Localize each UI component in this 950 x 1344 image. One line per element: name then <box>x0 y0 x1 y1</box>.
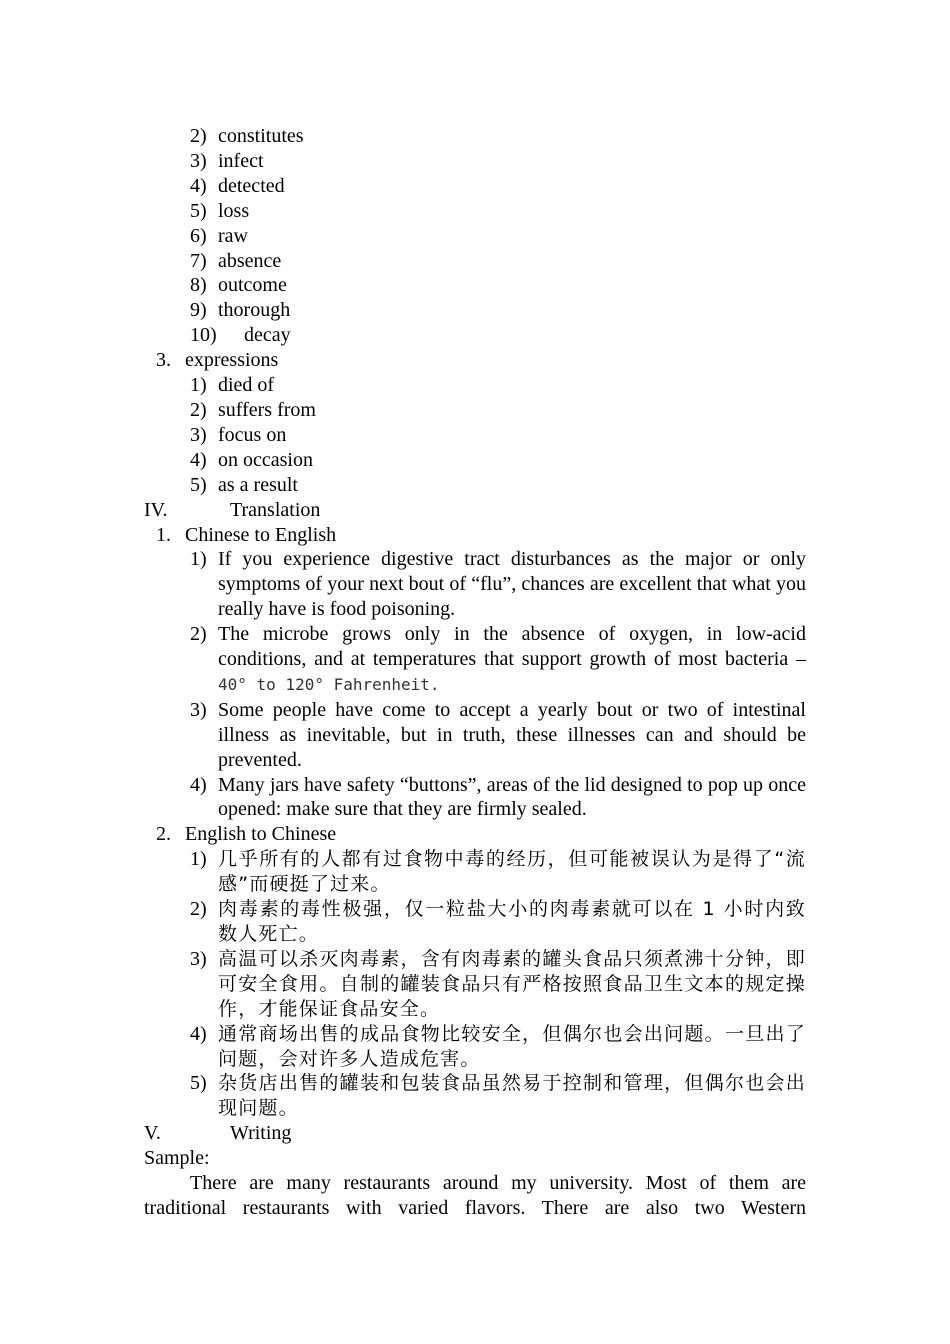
list-item: 6) raw <box>190 224 248 247</box>
list-item: 1) If you experience digestive tract disturbances as the major or only symptoms of your next bout of “flu”, chances are excellent that what you really have is food poisoning. <box>190 548 806 621</box>
list-item: 5) loss <box>190 199 250 222</box>
list-item: 4) Many jars have safety “buttons”, areas of the lid designed to pop up once opened: make sure that they are firmly sealed. <box>190 773 806 821</box>
expressions-list <box>144 373 806 498</box>
list-item: 5) 杂货店出售的罐装和包装食品虽然易于控制和管理，但偶尔也会出现问题。 <box>190 1072 806 1120</box>
list-item: 3) infect <box>190 149 264 172</box>
e2c-list <box>144 847 806 1121</box>
c2e-list <box>144 547 806 822</box>
list-item: 4) detected <box>190 174 285 197</box>
list-item: 3) 高温可以杀灭肉毒素，含有肉毒素的罐头食品只须煮沸十分钟，即可安全食用。自制的罐装食品只有严格按照食品卫生文本的规定操作，才能保证食品安全。 <box>190 947 806 1020</box>
list-item: 10) decay <box>190 324 291 347</box>
list-item: 3) focus on <box>190 423 287 446</box>
e2c-heading: 2. English to Chinese <box>156 823 337 846</box>
section-heading-writing: V. Writing <box>144 1122 292 1145</box>
expressions-heading: 3. expressions <box>156 349 279 372</box>
list-item: 1) 几乎所有的人都有过食物中毒的经历，但可能被误认为是得了“流感”而硬挺了过来。 <box>190 848 806 896</box>
document-body <box>144 124 806 1221</box>
vocab-list <box>144 124 806 348</box>
section-heading-translation: IV. Translation <box>144 498 321 521</box>
list-item: 2) constitutes <box>190 125 304 147</box>
c2e-heading: 1. Chinese to English <box>156 523 337 546</box>
list-item: 3) Some people have come to accept a yearly bout or two of intestinal illness as inevitable, but in truth, these illnesses can and should be prevented. <box>190 698 806 771</box>
list-item: 5) as a result <box>190 473 298 496</box>
list-item: 2) suffers from <box>190 398 316 421</box>
list-item: 7) absence <box>190 249 282 272</box>
list-item: 8) outcome <box>190 274 287 297</box>
list-item: 9) thorough <box>190 299 291 322</box>
sample-paragraph: There are many restaurants around my university. Most of them are traditional restaurants with varied flavors. There are also two Western <box>144 1172 806 1219</box>
sample-label: Sample: <box>144 1147 210 1170</box>
list-item: 1) died of <box>190 374 275 397</box>
temperature-range: 40° to 120° Fahrenheit. <box>218 674 440 694</box>
list-item: 4) on occasion <box>190 448 313 471</box>
list-item: 2) 肉毒素的毒性极强，仅一粒盐大小的肉毒素就可以在 1 小时内致数人死亡。 <box>190 898 806 945</box>
list-item: 2) The microbe grows only in the absence of oxygen, in low-acid conditions, and at temperatures that support growth of most bacteria –40° to 120° Fahrenheit. <box>190 623 806 694</box>
list-item: 4) 通常商场出售的成品食物比较安全，但偶尔也会出问题。一旦出了问题，会对许多人造成危害。 <box>190 1022 806 1070</box>
